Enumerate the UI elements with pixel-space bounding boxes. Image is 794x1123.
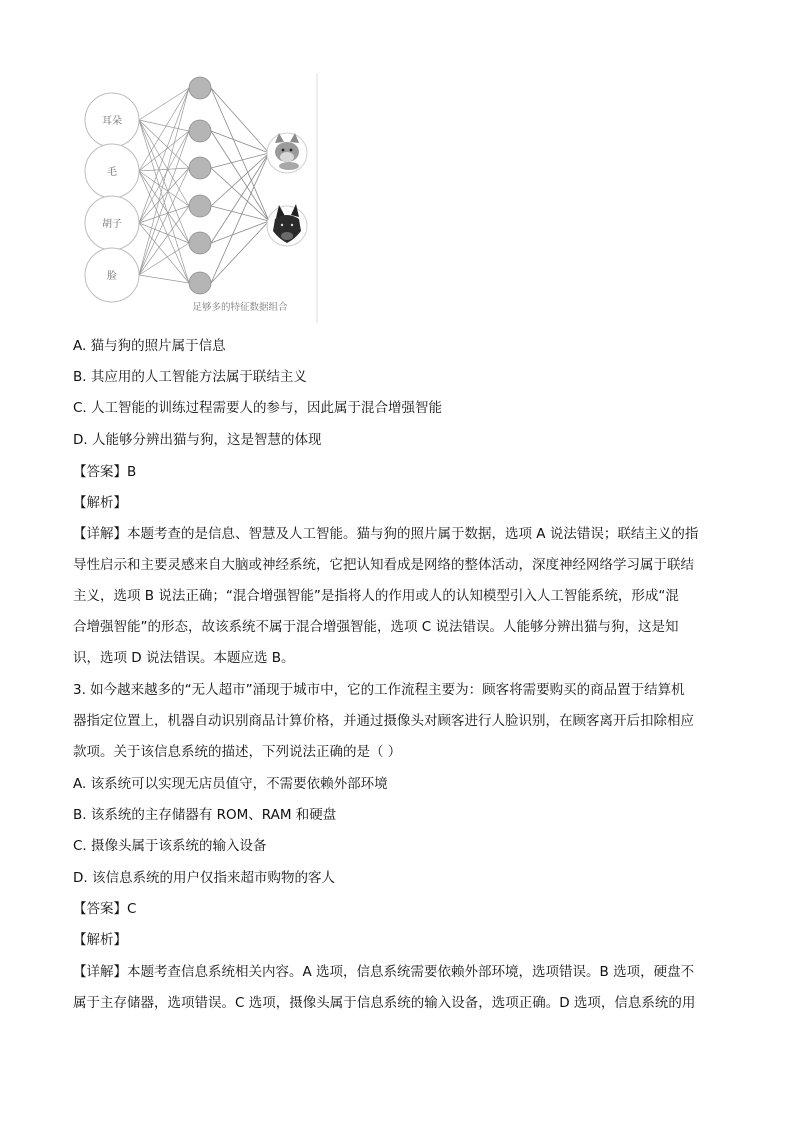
hidden-node — [189, 272, 211, 294]
q2-detail-line: 主义，选项 B 说法正确；“混合增强智能”是指将人的作用或人的认知模型引入人工智能系统，形成“混 — [73, 588, 679, 604]
feature-label-whiskers: 胡子 — [102, 219, 122, 230]
q2-option-c: C. 人工智能的训练过程需要人的参与，因此属于混合增强智能 — [73, 400, 443, 416]
q3-stem-line: 款项。关于该信息系统的描述，下列说法正确的是（ ） — [73, 744, 402, 760]
figure-caption: 足够多的特征数据组合 — [192, 302, 288, 313]
input-hidden-edge — [139, 120, 189, 206]
input-hidden-edge — [139, 171, 189, 283]
input-hidden-edge — [139, 206, 189, 275]
feature-label-fur: 毛 — [107, 167, 117, 178]
hidden-output-edge — [211, 88, 269, 153]
neural-network-diagram — [83, 73, 319, 323]
q2-answer: 【答案】B — [73, 464, 137, 480]
feature-label-face: 脸 — [107, 271, 117, 282]
q2-option-d: D. 人能够分辨出猫与狗，这是智慧的体现 — [73, 432, 322, 448]
q3-option-d: D. 该信息系统的用户仅指来超市购物的客人 — [73, 870, 335, 886]
q2-option-a: A. 猫与狗的照片属于信息 — [73, 338, 226, 354]
hidden-output-edge — [211, 221, 269, 283]
q3-stem-line: 器指定位置上，机器自动识别商品计算价格，并通过摄像头对顾客进行人脸识别，在顾客离开后扣除相应 — [73, 713, 694, 729]
q3-analysis-label: 【解析】 — [73, 932, 127, 948]
neural-network-figure — [83, 73, 319, 323]
q3-option-a: A. 该系统可以实现无店员值守，不需要依赖外部环境 — [73, 776, 388, 792]
feature-label-ears: 耳朵 — [102, 116, 122, 127]
q2-detail-line: 识，选项 D 说法错误。本题应选 B。 — [73, 650, 295, 666]
q3-stem-line: 3. 如今越来越多的“无人超市”涌现于城市中，它的工作流程主要为：顾客将需要购买的商品置于结算机 — [73, 682, 685, 698]
input-hidden-edge — [139, 131, 189, 171]
dog-icon — [267, 204, 307, 246]
hidden-output-edge — [211, 221, 269, 243]
input-node — [85, 196, 139, 250]
hidden-node — [189, 157, 211, 179]
hidden-node — [189, 195, 211, 217]
hidden-output-edge — [211, 131, 269, 153]
q3-answer: 【答案】C — [73, 901, 137, 917]
hidden-output-edge — [211, 153, 269, 283]
input-hidden-edge — [139, 275, 189, 283]
q2-detail-line: 合增强智能”的形态，故该系统不属于混合增强智能，选项 C 说法错误。人能够分辨出猫与狗，这是知 — [73, 619, 679, 635]
q3-detail-line: 属于主存储器，选项错误。C 选项，摄像头属于信息系统的输入设备，选项正确。D 选项，信息系统的用 — [73, 995, 696, 1011]
hidden-node — [189, 232, 211, 254]
cat-icon — [267, 133, 307, 173]
input-node — [85, 93, 139, 147]
hidden-node — [189, 77, 211, 99]
q3-detail-line: 【详解】本题考查信息系统相关内容。A 选项，信息系统需要依赖外部环境，选项错误。B 选项，硬盘不 — [73, 964, 695, 980]
q2-detail-line: 导性启示和主要灵感来自大脑或神经系统，它把认知看成是网络的整体活动，深度神经网络学习属于联结 — [73, 557, 694, 573]
q3-option-b: B. 该系统的主存储器有 ROM、RAM 和硬盘 — [73, 807, 337, 823]
hidden-output-edge — [211, 88, 269, 221]
q2-analysis-label: 【解析】 — [73, 495, 127, 511]
q2-option-b: B. 其应用的人工智能方法属于联结主义 — [73, 369, 307, 385]
hidden-node — [189, 120, 211, 142]
hidden-layer — [189, 77, 211, 294]
input-node — [85, 248, 139, 302]
input-hidden-edge — [139, 168, 189, 171]
input-node — [85, 144, 139, 198]
q3-option-c: C. 摄像头属于该系统的输入设备 — [73, 838, 267, 854]
q2-detail-line: 【详解】本题考查的是信息、智慧及人工智能。猫与狗的照片属于数据，选项 A 说法错误；联结主义的指 — [73, 526, 699, 542]
